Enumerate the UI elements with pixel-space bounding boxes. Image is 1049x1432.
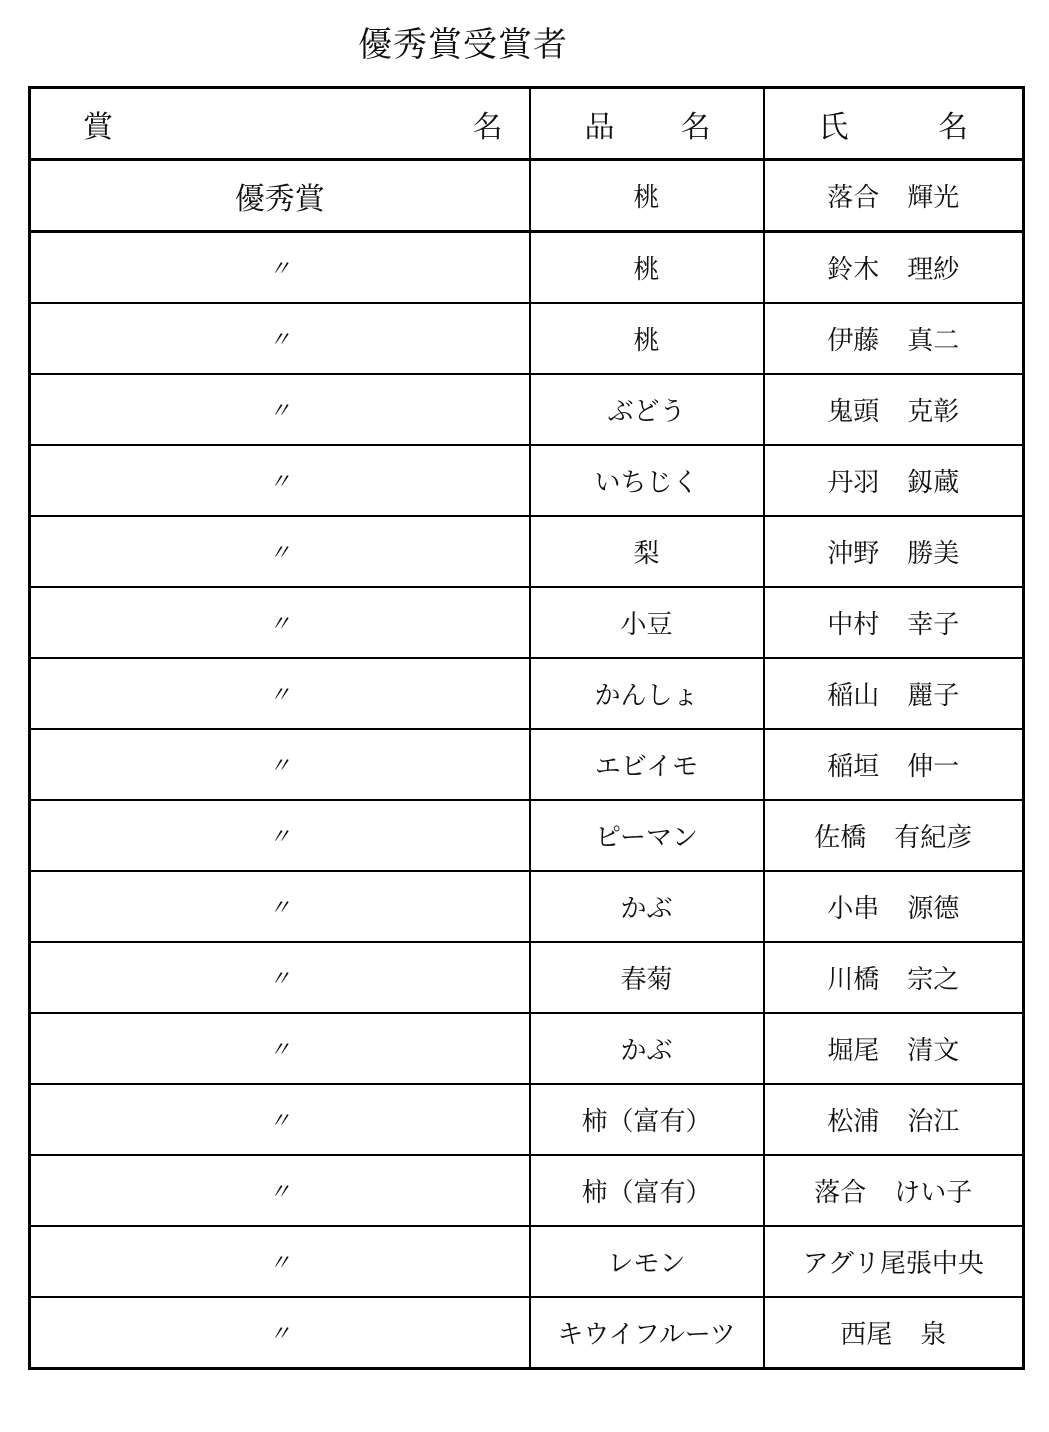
ditto-mark: 〃 — [268, 754, 291, 779]
winner-cell — [764, 1226, 1024, 1297]
winner-surname: 鬼頭 — [827, 397, 880, 427]
header-award-char-2: 名 — [472, 109, 503, 145]
item-name: 桃 — [633, 326, 660, 356]
winner-cell — [764, 1155, 1024, 1226]
winner-given-name: 幸子 — [907, 610, 960, 640]
winner-cell — [764, 303, 1024, 374]
item-name: ぶどう — [607, 397, 686, 427]
winner-given-name: 宗之 — [907, 965, 960, 995]
winner-given-name: けい子 — [894, 1178, 973, 1208]
item-name: 梨 — [633, 539, 660, 569]
document-title: 優秀賞受賞者 — [358, 25, 568, 65]
header-award — [30, 88, 530, 160]
winner-cell — [764, 871, 1024, 942]
winner-cell — [764, 232, 1024, 304]
ditto-mark: 〃 — [268, 1109, 291, 1134]
winner-surname: 堀尾 — [827, 1036, 880, 1066]
item-name: レモン — [607, 1249, 686, 1279]
table-row — [30, 445, 1024, 516]
winner-given-name: 輝光 — [907, 183, 960, 213]
award-name: 優秀賞 — [234, 181, 325, 217]
item-name: 柿（富有） — [581, 1107, 712, 1137]
winner-given-name: 麗子 — [907, 681, 960, 711]
item-name: いちじく — [594, 468, 699, 498]
winner-surname: 松浦 — [827, 1107, 880, 1137]
winner-cell — [764, 160, 1024, 232]
table-row — [30, 871, 1024, 942]
item-cell — [530, 871, 764, 942]
winner-given-name: 勝美 — [907, 539, 960, 569]
ditto-mark: 〃 — [268, 541, 291, 566]
winner-cell — [764, 1013, 1024, 1084]
item-name: 小豆 — [620, 610, 673, 640]
item-cell — [530, 942, 764, 1013]
award-cell — [30, 871, 530, 942]
item-cell — [530, 374, 764, 445]
winner-cell — [764, 374, 1024, 445]
winner-given-name: 清文 — [907, 1036, 960, 1066]
winner-surname: 川橋 — [827, 965, 880, 995]
item-cell — [530, 1084, 764, 1155]
item-name: かぶ — [620, 894, 673, 924]
item-name: かぶ — [620, 1036, 673, 1066]
table-row — [30, 1084, 1024, 1155]
table-row — [30, 942, 1024, 1013]
winner-surname: 沖野 — [827, 539, 880, 569]
table-row — [30, 160, 1024, 232]
ditto-mark: 〃 — [268, 825, 291, 850]
winner-cell — [764, 658, 1024, 729]
winner-surname: 中村 — [827, 610, 880, 640]
winner-cell — [764, 516, 1024, 587]
award-cell — [30, 800, 530, 871]
ditto-mark: 〃 — [268, 328, 291, 353]
award-cell — [30, 516, 530, 587]
winner-cell — [764, 1297, 1024, 1369]
ditto-mark: 〃 — [268, 683, 291, 708]
ditto-mark: 〃 — [268, 257, 291, 282]
item-name: 春菊 — [620, 965, 673, 995]
item-name: キウイフルーツ — [557, 1320, 736, 1350]
winner-surname: 伊藤 — [827, 326, 880, 356]
table-row — [30, 516, 1024, 587]
award-cell — [30, 729, 530, 800]
award-cell — [30, 1084, 530, 1155]
item-name: 桃 — [633, 255, 660, 285]
ditto-mark: 〃 — [268, 1251, 291, 1276]
item-cell — [530, 445, 764, 516]
winner-surname: 鈴木 — [827, 255, 880, 285]
award-cell — [30, 232, 530, 304]
item-cell — [530, 658, 764, 729]
ditto-mark: 〃 — [268, 399, 291, 424]
table-row — [30, 232, 1024, 304]
item-name: かんしょ — [594, 681, 699, 711]
awards-table — [28, 86, 1025, 1370]
table-row — [30, 729, 1024, 800]
table-row — [30, 800, 1024, 871]
award-cell — [30, 1226, 530, 1297]
winner-given-name: 真二 — [907, 326, 960, 356]
item-cell — [530, 800, 764, 871]
winner-surname: 稲垣 — [827, 752, 880, 782]
winner-surname: 落合 — [814, 1178, 867, 1208]
header-name-char-1: 氏 — [818, 109, 849, 145]
winner-given-name: 釼蔵 — [907, 468, 960, 498]
award-cell — [30, 587, 530, 658]
winner-cell — [764, 445, 1024, 516]
item-cell — [530, 1226, 764, 1297]
table-row — [30, 303, 1024, 374]
item-cell — [530, 1155, 764, 1226]
winner-given-name: 克彰 — [907, 397, 960, 427]
winner-surname: 稲山 — [827, 681, 880, 711]
table-row — [30, 1297, 1024, 1369]
award-cell — [30, 1297, 530, 1369]
item-name: 柿（富有） — [581, 1178, 712, 1208]
item-cell — [530, 729, 764, 800]
winner-given-name: 治江 — [907, 1107, 960, 1137]
item-cell — [530, 232, 764, 304]
item-name: エビイモ — [594, 752, 699, 782]
award-cell — [30, 658, 530, 729]
item-name: 桃 — [633, 183, 660, 213]
winner-surname: アグリ尾張中央 — [802, 1249, 984, 1279]
winner-surname: 西尾 — [840, 1320, 893, 1350]
winner-cell — [764, 729, 1024, 800]
winner-surname: 丹羽 — [827, 468, 880, 498]
table-row — [30, 1013, 1024, 1084]
award-cell — [30, 160, 530, 232]
ditto-mark: 〃 — [268, 470, 291, 495]
winner-cell — [764, 1084, 1024, 1155]
award-cell — [30, 1155, 530, 1226]
table-row — [30, 1226, 1024, 1297]
winner-given-name: 有紀彦 — [894, 823, 973, 853]
item-cell — [530, 1013, 764, 1084]
winner-given-name: 泉 — [920, 1320, 947, 1350]
award-cell — [30, 942, 530, 1013]
winner-cell — [764, 587, 1024, 658]
ditto-mark: 〃 — [268, 1322, 291, 1347]
table-header-row — [30, 88, 1024, 160]
header-item — [530, 88, 764, 160]
item-cell — [530, 1297, 764, 1369]
table-row — [30, 587, 1024, 658]
item-cell — [530, 303, 764, 374]
item-name: ピーマン — [595, 823, 698, 853]
table-row — [30, 658, 1024, 729]
winner-surname: 佐橋 — [814, 823, 867, 853]
ditto-mark: 〃 — [268, 1180, 291, 1205]
winner-cell — [764, 800, 1024, 871]
header-name-char-2: 名 — [938, 109, 968, 145]
winner-given-name: 理紗 — [907, 255, 960, 285]
item-cell — [530, 587, 764, 658]
ditto-mark: 〃 — [268, 612, 291, 637]
winner-surname: 小串 — [827, 894, 880, 924]
award-cell — [30, 374, 530, 445]
winner-given-name: 源德 — [907, 894, 960, 924]
table-row — [30, 1155, 1024, 1226]
award-cell — [30, 445, 530, 516]
award-cell — [30, 303, 530, 374]
award-cell — [30, 1013, 530, 1084]
ditto-mark: 〃 — [268, 1038, 291, 1063]
winner-given-name: 伸一 — [907, 752, 960, 782]
header-item-char-1: 品 — [584, 109, 615, 145]
item-cell — [530, 516, 764, 587]
header-award-char-1: 賞 — [83, 109, 113, 145]
winner-surname: 落合 — [827, 183, 880, 213]
winner-cell — [764, 942, 1024, 1013]
ditto-mark: 〃 — [268, 967, 291, 992]
header-item-char-2: 名 — [680, 109, 711, 145]
table-row — [30, 374, 1024, 445]
header-name — [764, 88, 1024, 160]
item-cell — [530, 160, 764, 232]
ditto-mark: 〃 — [268, 896, 291, 921]
